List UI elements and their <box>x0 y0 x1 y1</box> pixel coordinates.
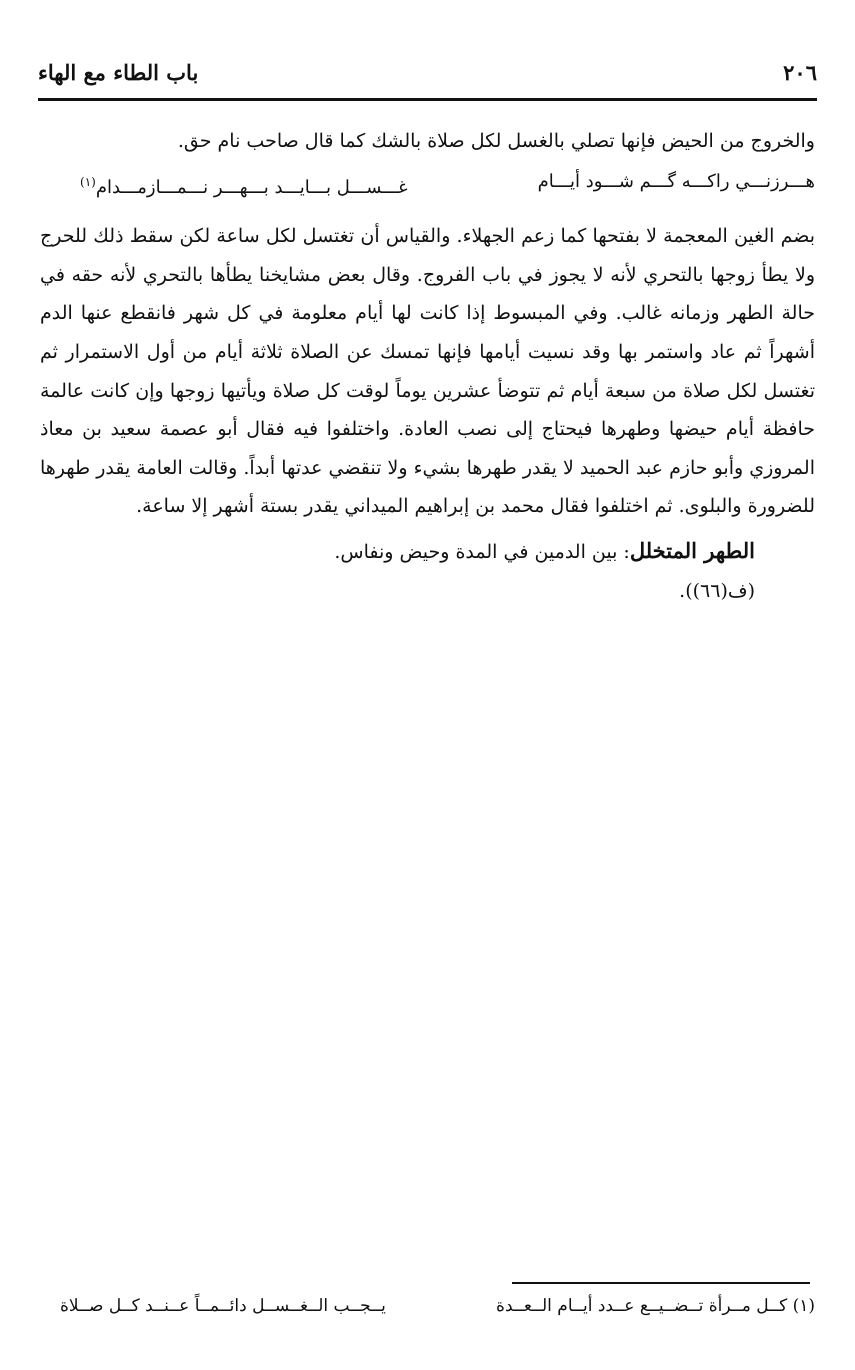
cross-reference: (ف(٦٦)). <box>679 579 755 602</box>
verse-second-hemistich <box>80 163 408 208</box>
footnote-divider <box>512 1282 810 1284</box>
page-header <box>38 58 817 98</box>
footnote <box>60 1296 815 1316</box>
footnote-reference: (١) <box>80 174 96 189</box>
footnote-first-hemistich: (١) كــل مــرأة تــضــيــع عــدد أيــام الــعــدة <box>496 1296 815 1316</box>
main-paragraph: بضم الغين المعجمة لا بفتحها كما زعم الجهلاء. والقياس أن تغتسل لكل ساعة لكن سقط ذلك للحرج ولا يطأ زوجها بالتحري لأنه لا يجوز في باب الفروج. وقال بعض مشايخنا يطأها بالتحري لأنه حقه في حالة الطهر وزمانه غالب. وفي المبسوط إذا كانت لها أيام معلومة في كل شهر فانقطع عنها الدم أشهراً ثم عاد واستمر بها وقد نسيت أيامها فإنها تمسك عن الصلاة ثلاثة أيام من أول الاستمرار ثم تغتسل لكل صلاة من سبعة أيام ثم تتوضأ عشرين يوماً لوقت كل صلاة ويأتيها زوجها وإن كانت عالمة حافظة أيام حيضها وطهرها فيحتاج إلى نصب العادة. واختلفوا فيه فقال أبو عصمة سعيد بن معاذ المروزي وأبو حازم عبد الحميد لا يقدر طهرها بشيء ولا تنقضي عدتها أبداً. وقالت العامة يقدر طهرها للضرورة والبلوى. ثم اختلفوا فقال محمد بن إبراهيم الميداني يقدر بستة أشهر إلا ساعة. <box>40 225 815 518</box>
chapter-title: باب الطاء مع الهاء <box>38 60 199 85</box>
term-definition: : بين الدمين في المدة وحيض ونفاس. <box>334 540 630 563</box>
verse-second-text: غـــســـل بـــايـــد بـــهـــر نـــمـــازمـــدام <box>95 176 408 198</box>
header-divider <box>38 98 817 101</box>
intro-line: والخروج من الحيض فإنها تصلي بالغسل لكل صلاة بالشك كما قال صاحب نام حق. <box>177 130 815 152</box>
term-entry <box>40 532 815 572</box>
main-text <box>40 122 815 610</box>
term-heading: الطهر المتخلل <box>629 537 755 563</box>
footnote-second-hemistich: يــجــب الــغــســل دائــمــاً عــنــد كــل صــلاة <box>60 1296 386 1316</box>
persian-verse <box>40 163 815 208</box>
page-number: ٢٠٦ <box>783 60 817 85</box>
verse-first-hemistich: هـــرزنـــي راكـــه گـــم شـــود أيـــام <box>537 170 815 192</box>
